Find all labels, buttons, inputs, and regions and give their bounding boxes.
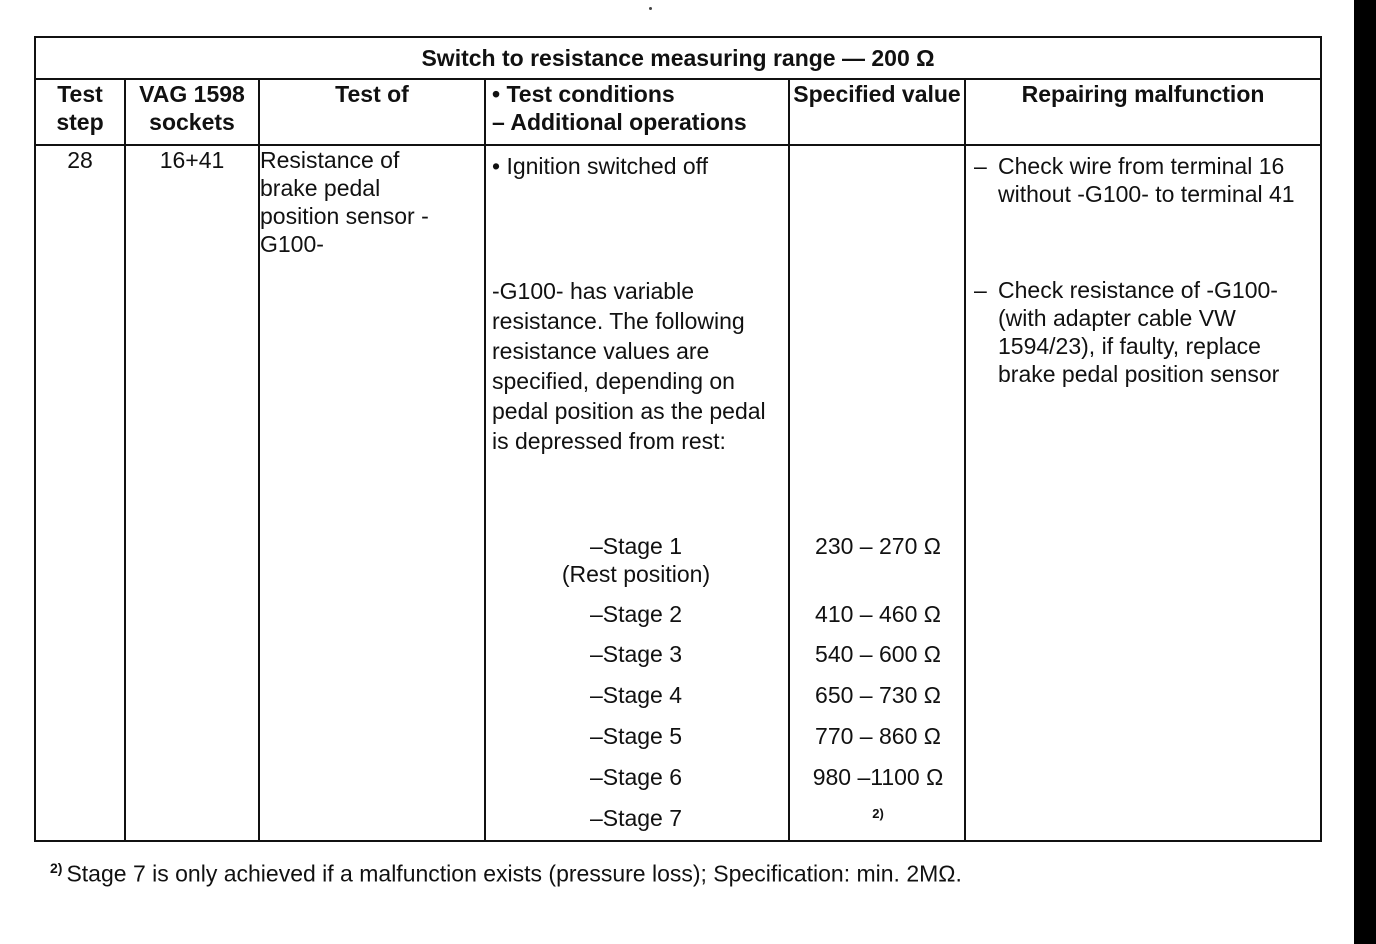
scan-edge-bar [1354, 0, 1376, 944]
specified-value-cell [789, 145, 965, 841]
stage-4-label: –Stage 4 [589, 682, 683, 708]
header-conditions [485, 79, 789, 145]
stage-2-value: 410 – 460 Ω [815, 601, 941, 627]
footnote-text: Stage 7 is only achieved if a malfunction exists (pressure loss); Specification: min. 2MΩ. [66, 860, 962, 887]
repairing-cell [965, 145, 1321, 841]
table-row [35, 145, 1321, 841]
stage-6-label: –Stage 6 [589, 764, 683, 790]
stage-5-label: –Stage 5 [589, 723, 683, 749]
sockets-cell: 16+41 [125, 145, 259, 841]
condition-ignition: • Ignition switched off [492, 153, 709, 179]
stage-3-value: 540 – 600 Ω [815, 641, 941, 667]
condition-description: -G100- has variable resistance. The following resistance values are specified, depending on pedal position as the pedal is depressed from rest: [492, 278, 766, 454]
stage-label [486, 532, 786, 588]
header-specified-value: Specified value [789, 79, 965, 145]
stage-1-value: 230 – 270 Ω [815, 533, 941, 559]
header-row [35, 79, 1321, 145]
test-of-cell [259, 145, 485, 841]
header-test-step: Test step [35, 79, 125, 145]
measuring-range-banner: Switch to resistance measuring range — 200 Ω [35, 37, 1321, 79]
repair-text: Check wire from terminal 16 without -G100- to terminal 41 [998, 153, 1295, 207]
conditions-cell [485, 145, 789, 841]
header-repairing: Repairing malfunction [965, 79, 1321, 145]
repair-dash: – [974, 277, 987, 303]
test-of-text: Resistance of brake pedal position sensor -G100- [260, 147, 429, 257]
header-test-of: Test of [259, 79, 485, 145]
stage-1-label: –Stage 1 [589, 533, 683, 559]
stage-1-sub: (Rest position) [561, 561, 711, 587]
stage-7-label: –Stage 7 [589, 805, 683, 831]
repair-text: Check resistance of -G100- (with adapter cable VW 1594/23), if faulty, replace brake pedal position sensor [998, 277, 1280, 387]
header-conditions-line2: – Additional operations [492, 109, 747, 135]
stage-3-label: –Stage 3 [589, 641, 683, 667]
stage-6-value: 980 –1100 Ω [812, 764, 944, 790]
step-cell: 28 [35, 145, 125, 841]
test-table [34, 36, 1322, 842]
stage-7-footnote-ref: 2) [872, 806, 884, 821]
stage-5-value: 770 – 860 Ω [815, 723, 941, 749]
header-sockets: VAG 1598 sockets [125, 79, 259, 145]
stage-2-label: –Stage 2 [589, 601, 683, 627]
footnote-mark: 2) [50, 860, 63, 876]
repair-dash: – [974, 153, 987, 179]
scan-dot [649, 7, 652, 10]
header-conditions-line1: • Test conditions [492, 81, 675, 107]
footnote [50, 853, 962, 889]
stage-4-value: 650 – 730 Ω [815, 682, 941, 708]
